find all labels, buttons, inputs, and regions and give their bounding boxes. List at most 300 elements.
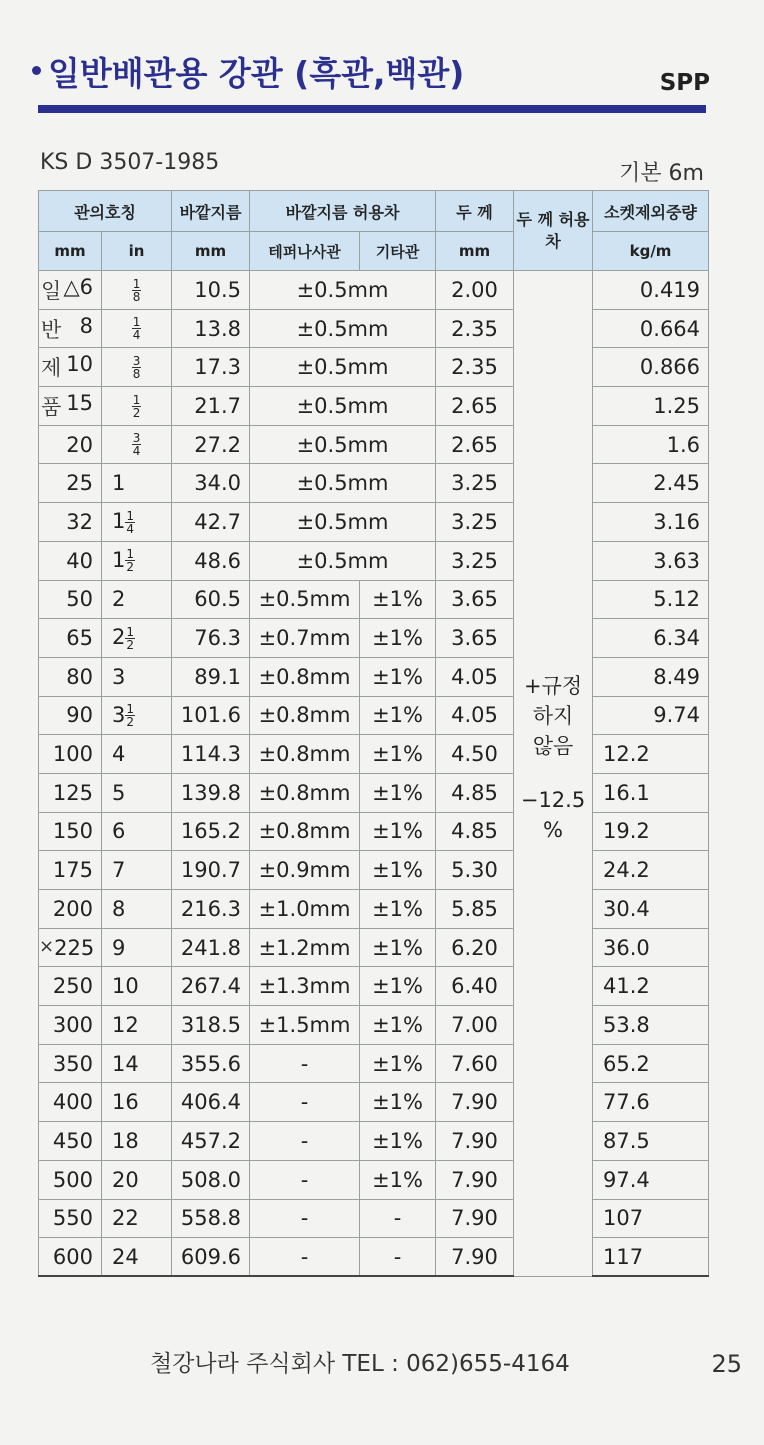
cell-thickness-tolerance	[514, 271, 593, 1277]
thickness-tol-minus: −12.5	[520, 788, 586, 812]
table-row	[39, 657, 709, 696]
header-nominal-mm: mm	[39, 232, 102, 271]
cell-outer-diameter: 42.7	[172, 503, 250, 542]
fraction-denominator: 2	[126, 560, 135, 575]
cell-nominal-mm	[39, 1044, 102, 1083]
cell-outer-diameter: 101.6	[172, 696, 250, 735]
standard-label: KS D 3507-1985	[40, 150, 220, 175]
spec-table-body	[39, 271, 709, 1277]
inch-whole: 1	[112, 547, 126, 572]
cell-thickness: 2.35	[436, 348, 514, 387]
cell-od-tolerance: ±0.5mm	[250, 425, 436, 464]
cell-nominal-mm	[39, 309, 102, 348]
cell-nominal-mm	[39, 1006, 102, 1045]
cell-nominal-mm	[39, 696, 102, 735]
side-label: 제	[41, 356, 62, 381]
cell-nominal-in	[102, 657, 172, 696]
table-row	[39, 1199, 709, 1238]
thickness-tol-line2: 하지	[532, 704, 574, 728]
cell-weight: 117	[593, 1238, 709, 1277]
inch-whole: 16	[112, 1090, 139, 1115]
cell-nominal-in	[102, 851, 172, 890]
fraction-denominator: 2	[132, 405, 141, 420]
cell-weight: 2.45	[593, 464, 709, 503]
table-row	[39, 387, 709, 426]
cell-outer-diameter: 76.3	[172, 619, 250, 658]
cell-thickness: 6.20	[436, 928, 514, 967]
cell-nominal-mm	[39, 387, 102, 426]
nominal-mm-value: △6	[63, 274, 93, 299]
fraction-numerator: 1	[132, 392, 141, 407]
inch-whole: 24	[112, 1244, 139, 1269]
cell-nominal-in	[102, 1044, 172, 1083]
cell-nominal-mm	[39, 928, 102, 967]
cell-thickness: 3.25	[436, 503, 514, 542]
inch-whole: 6	[112, 819, 126, 844]
cell-outer-diameter: 190.7	[172, 851, 250, 890]
table-row	[39, 928, 709, 967]
header-thickness-tol-text: 두 께 허용차	[516, 209, 590, 251]
cell-nominal-in	[102, 735, 172, 774]
cell-thickness: 4.85	[436, 773, 514, 812]
cell-od-tolerance-taper: ±1.2mm	[250, 928, 360, 967]
bullet-icon	[32, 66, 41, 75]
cell-thickness: 5.30	[436, 851, 514, 890]
cell-od-tolerance-other: ±1%	[360, 1083, 436, 1122]
cell-nominal-in	[102, 1238, 172, 1277]
cell-nominal-in	[102, 464, 172, 503]
table-row	[39, 696, 709, 735]
title-rule	[38, 105, 706, 113]
cell-thickness: 2.00	[436, 271, 514, 310]
cell-nominal-in	[102, 967, 172, 1006]
cell-od-tolerance-taper: ±0.8mm	[250, 773, 360, 812]
nominal-mm-value: 225	[54, 935, 95, 960]
table-row	[39, 890, 709, 929]
cell-od-tolerance-other: ±1%	[360, 735, 436, 774]
cell-weight: 107	[593, 1199, 709, 1238]
cell-thickness: 7.90	[436, 1238, 514, 1277]
row-marker: ×	[39, 935, 55, 957]
cell-nominal-mm	[39, 890, 102, 929]
cell-od-tolerance-taper: -	[250, 1122, 360, 1161]
inch-fraction	[132, 278, 142, 303]
cell-nominal-in	[102, 541, 172, 580]
cell-thickness: 7.90	[436, 1199, 514, 1238]
cell-weight: 77.6	[593, 1083, 709, 1122]
inch-fraction	[132, 432, 142, 457]
cell-thickness: 4.05	[436, 657, 514, 696]
table-row	[39, 735, 709, 774]
cell-od-tolerance-taper: -	[250, 1199, 360, 1238]
cell-thickness: 4.50	[436, 735, 514, 774]
inch-fraction	[125, 703, 135, 728]
cell-thickness: 3.25	[436, 464, 514, 503]
cell-thickness: 7.90	[436, 1083, 514, 1122]
cell-od-tolerance-other: ±1%	[360, 1044, 436, 1083]
nominal-mm-value: 65	[66, 626, 93, 651]
cell-od-tolerance-other: ±1%	[360, 580, 436, 619]
base-length: 기본 6m	[619, 161, 704, 186]
cell-nominal-mm	[39, 812, 102, 851]
table-row	[39, 503, 709, 542]
cell-outer-diameter: 406.4	[172, 1083, 250, 1122]
cell-weight: 53.8	[593, 1006, 709, 1045]
cell-od-tolerance-other: -	[360, 1238, 436, 1277]
table-row	[39, 851, 709, 890]
inch-whole: 8	[112, 896, 126, 921]
nominal-mm-value: 200	[52, 896, 93, 921]
inch-fraction	[125, 510, 135, 535]
nominal-mm-value: 10	[66, 352, 93, 377]
inch-whole: 7	[112, 858, 126, 883]
cell-outer-diameter: 34.0	[172, 464, 250, 503]
nominal-mm-value: 550	[52, 1206, 93, 1231]
inch-whole: 1	[112, 471, 126, 496]
cell-nominal-in	[102, 812, 172, 851]
inch-whole: 12	[112, 1012, 139, 1037]
nominal-mm-value: 15	[66, 390, 93, 415]
cell-outer-diameter: 318.5	[172, 1006, 250, 1045]
header-nominal-in: in	[102, 232, 172, 271]
cell-nominal-in	[102, 1006, 172, 1045]
fraction-denominator: 4	[126, 521, 135, 536]
header-od-tol-other: 기타관	[360, 232, 436, 271]
table-row	[39, 271, 709, 310]
cell-nominal-mm	[39, 348, 102, 387]
spec-table	[38, 190, 709, 1277]
cell-weight: 1.6	[593, 425, 709, 464]
cell-thickness: 2.65	[436, 425, 514, 464]
inch-whole: 2	[112, 625, 126, 650]
header-nominal: 관의호칭	[39, 191, 172, 232]
cell-thickness: 7.60	[436, 1044, 514, 1083]
cell-outer-diameter: 89.1	[172, 657, 250, 696]
fraction-denominator: 4	[132, 444, 141, 459]
nominal-mm-value: 300	[52, 1012, 93, 1037]
cell-thickness: 7.90	[436, 1160, 514, 1199]
inch-whole: 2	[112, 587, 126, 612]
cell-outer-diameter: 21.7	[172, 387, 250, 426]
cell-weight: 24.2	[593, 851, 709, 890]
cell-nominal-mm	[39, 1122, 102, 1161]
cell-thickness: 4.85	[436, 812, 514, 851]
inch-whole: 20	[112, 1167, 139, 1192]
cell-od-tolerance-other: ±1%	[360, 696, 436, 735]
cell-outer-diameter: 241.8	[172, 928, 250, 967]
cell-nominal-mm	[39, 1160, 102, 1199]
cell-od-tolerance: ±0.5mm	[250, 464, 436, 503]
thickness-tol-line3: 않음	[532, 734, 574, 758]
cell-weight: 19.2	[593, 812, 709, 851]
cell-nominal-in	[102, 387, 172, 426]
fraction-numerator: 1	[126, 508, 135, 523]
title-row	[30, 48, 720, 108]
cell-outer-diameter: 48.6	[172, 541, 250, 580]
cell-od-tolerance-other: ±1%	[360, 773, 436, 812]
cell-outer-diameter: 355.6	[172, 1044, 250, 1083]
footer-company: 철강나라 주식회사 TEL : 062)655-4164	[150, 1351, 570, 1377]
nominal-mm-value: 350	[52, 1051, 93, 1076]
page-title: 일반배관용 강관 (흑관,백관)	[48, 54, 465, 93]
nominal-mm-value: 150	[52, 819, 93, 844]
cell-nominal-in	[102, 1122, 172, 1161]
table-row	[39, 348, 709, 387]
nominal-mm-value: 20	[66, 432, 93, 457]
header-weight: 소켓제외중량	[593, 191, 709, 232]
nominal-mm-value: 40	[66, 548, 93, 573]
cell-thickness: 2.65	[436, 387, 514, 426]
cell-od-tolerance-other: -	[360, 1199, 436, 1238]
cell-nominal-mm	[39, 541, 102, 580]
cell-nominal-in	[102, 890, 172, 929]
cell-od-tolerance-taper: -	[250, 1044, 360, 1083]
thickness-tol-spacer	[514, 761, 592, 785]
fraction-denominator: 2	[126, 715, 135, 730]
header-od-tol: 바깥지름 허용차	[250, 191, 436, 232]
side-label: 일	[41, 278, 62, 303]
cell-outer-diameter: 27.2	[172, 425, 250, 464]
cell-weight: 3.63	[593, 541, 709, 580]
cell-od-tolerance-other: ±1%	[360, 1160, 436, 1199]
nominal-mm-value: 125	[52, 780, 93, 805]
table-row	[39, 1160, 709, 1199]
cell-od-tolerance-other: ±1%	[360, 657, 436, 696]
thickness-tol-pct: %	[543, 818, 564, 842]
inch-whole: 18	[112, 1128, 139, 1153]
inch-whole: 9	[112, 935, 126, 960]
cell-od-tolerance: ±0.5mm	[250, 541, 436, 580]
cell-nominal-mm	[39, 619, 102, 658]
cell-od-tolerance-taper: ±0.8mm	[250, 657, 360, 696]
cell-weight: 16.1	[593, 773, 709, 812]
cell-od-tolerance-taper: ±1.0mm	[250, 890, 360, 929]
cell-weight: 8.49	[593, 657, 709, 696]
header-thickness-tol	[514, 191, 593, 271]
inch-whole: 3	[112, 702, 126, 727]
header-od-unit: mm	[172, 232, 250, 271]
nominal-mm-value: 100	[52, 742, 93, 767]
cell-weight: 6.34	[593, 619, 709, 658]
cell-weight: 1.25	[593, 387, 709, 426]
table-row	[39, 967, 709, 1006]
cell-nominal-mm	[39, 425, 102, 464]
cell-weight: 9.74	[593, 696, 709, 735]
cell-outer-diameter: 10.5	[172, 271, 250, 310]
cell-od-tolerance-taper: -	[250, 1083, 360, 1122]
table-row	[39, 619, 709, 658]
cell-nominal-in	[102, 928, 172, 967]
cell-outer-diameter: 60.5	[172, 580, 250, 619]
cell-outer-diameter: 139.8	[172, 773, 250, 812]
inch-whole: 14	[112, 1051, 139, 1076]
fraction-denominator: 8	[132, 289, 141, 304]
cell-thickness: 5.85	[436, 890, 514, 929]
cell-od-tolerance-taper: ±0.8mm	[250, 735, 360, 774]
cell-od-tolerance-taper: -	[250, 1238, 360, 1277]
cell-weight: 0.866	[593, 348, 709, 387]
nominal-mm-value: 50	[66, 587, 93, 612]
fraction-numerator: 1	[132, 315, 141, 330]
cell-nominal-mm	[39, 464, 102, 503]
cell-od-tolerance: ±0.5mm	[250, 309, 436, 348]
cell-outer-diameter: 114.3	[172, 735, 250, 774]
cell-od-tolerance-other: ±1%	[360, 851, 436, 890]
header-weight-unit: kg/m	[593, 232, 709, 271]
nominal-mm-value: 25	[66, 471, 93, 496]
table-row	[39, 812, 709, 851]
cell-nominal-mm	[39, 967, 102, 1006]
cell-outer-diameter: 609.6	[172, 1238, 250, 1277]
nominal-mm-value: 8	[79, 313, 93, 338]
cell-weight: 97.4	[593, 1160, 709, 1199]
cell-od-tolerance: ±0.5mm	[250, 348, 436, 387]
table-row	[39, 309, 709, 348]
nominal-mm-value: 250	[52, 974, 93, 999]
cell-weight: 30.4	[593, 890, 709, 929]
inch-whole: 3	[112, 664, 126, 689]
cell-outer-diameter: 165.2	[172, 812, 250, 851]
cell-nominal-mm	[39, 1083, 102, 1122]
cell-od-tolerance-other: ±1%	[360, 890, 436, 929]
table-row	[39, 1238, 709, 1277]
inch-whole: 10	[112, 974, 139, 999]
header-thickness-unit: mm	[436, 232, 514, 271]
inch-fraction	[125, 626, 135, 651]
cell-nominal-in	[102, 271, 172, 310]
cell-outer-diameter: 13.8	[172, 309, 250, 348]
cell-outer-diameter: 457.2	[172, 1122, 250, 1161]
cell-od-tolerance-taper: ±0.8mm	[250, 812, 360, 851]
inch-whole: 22	[112, 1206, 139, 1231]
table-row	[39, 541, 709, 580]
cell-od-tolerance-other: ±1%	[360, 967, 436, 1006]
fraction-numerator: 1	[126, 547, 135, 562]
cell-nominal-in	[102, 1083, 172, 1122]
cell-nominal-mm	[39, 1238, 102, 1277]
cell-thickness: 2.35	[436, 309, 514, 348]
table-row	[39, 1083, 709, 1122]
inch-whole: 5	[112, 780, 126, 805]
fraction-numerator: 1	[126, 702, 135, 717]
cell-thickness: 6.40	[436, 967, 514, 1006]
nominal-mm-value: 32	[66, 509, 93, 534]
inch-fraction	[132, 394, 142, 419]
fraction-denominator: 4	[132, 328, 141, 343]
fraction-numerator: 3	[132, 353, 141, 368]
cell-nominal-mm	[39, 1199, 102, 1238]
cell-od-tolerance-taper: ±0.9mm	[250, 851, 360, 890]
cell-od-tolerance: ±0.5mm	[250, 387, 436, 426]
cell-thickness: 7.00	[436, 1006, 514, 1045]
cell-od-tolerance-taper: ±1.5mm	[250, 1006, 360, 1045]
nominal-mm-value: 500	[52, 1167, 93, 1192]
cell-weight: 5.12	[593, 580, 709, 619]
cell-nominal-mm	[39, 580, 102, 619]
cell-nominal-in	[102, 1160, 172, 1199]
cell-thickness: 3.25	[436, 541, 514, 580]
inch-fraction	[132, 355, 142, 380]
fraction-numerator: 1	[126, 624, 135, 639]
cell-nominal-mm	[39, 503, 102, 542]
cell-outer-diameter: 508.0	[172, 1160, 250, 1199]
cell-nominal-in	[102, 773, 172, 812]
cell-od-tolerance-other: ±1%	[360, 619, 436, 658]
cell-nominal-in	[102, 309, 172, 348]
cell-nominal-in	[102, 619, 172, 658]
header-od-tol-taper: 테퍼나사관	[250, 232, 360, 271]
cell-nominal-mm	[39, 657, 102, 696]
cell-od-tolerance-taper: ±0.7mm	[250, 619, 360, 658]
cell-weight: 87.5	[593, 1122, 709, 1161]
page-number: 25	[711, 1350, 742, 1378]
thickness-tol-plus: +규정	[523, 674, 583, 698]
cell-od-tolerance-taper: ±1.3mm	[250, 967, 360, 1006]
cell-od-tolerance-other: ±1%	[360, 1122, 436, 1161]
fraction-denominator: 2	[126, 637, 135, 652]
cell-weight: 0.419	[593, 271, 709, 310]
cell-nominal-mm	[39, 271, 102, 310]
cell-nominal-mm	[39, 735, 102, 774]
table-row	[39, 773, 709, 812]
cell-od-tolerance-other: ±1%	[360, 928, 436, 967]
table-row	[39, 1122, 709, 1161]
header-od: 바깥지름	[172, 191, 250, 232]
cell-weight: 0.664	[593, 309, 709, 348]
cell-od-tolerance-taper: -	[250, 1160, 360, 1199]
inch-whole: 1	[112, 509, 126, 534]
cell-thickness: 4.05	[436, 696, 514, 735]
fraction-numerator: 1	[132, 276, 141, 291]
cell-od-tolerance-taper: ±0.5mm	[250, 580, 360, 619]
cell-weight: 36.0	[593, 928, 709, 967]
nominal-mm-value: 400	[52, 1090, 93, 1115]
table-row	[39, 1006, 709, 1045]
inch-fraction	[132, 316, 142, 341]
cell-od-tolerance: ±0.5mm	[250, 503, 436, 542]
spec-code: SPP	[659, 70, 710, 96]
cell-weight: 3.16	[593, 503, 709, 542]
cell-thickness: 3.65	[436, 580, 514, 619]
cell-nominal-in	[102, 580, 172, 619]
cell-thickness: 7.90	[436, 1122, 514, 1161]
cell-od-tolerance-other: ±1%	[360, 812, 436, 851]
cell-nominal-in	[102, 348, 172, 387]
cell-outer-diameter: 267.4	[172, 967, 250, 1006]
side-label: 반	[41, 317, 62, 342]
cell-thickness: 3.65	[436, 619, 514, 658]
cell-weight: 65.2	[593, 1044, 709, 1083]
cell-od-tolerance-other: ±1%	[360, 1006, 436, 1045]
cell-outer-diameter: 216.3	[172, 890, 250, 929]
cell-od-tolerance-taper: ±0.8mm	[250, 696, 360, 735]
nominal-mm-value: 90	[66, 703, 93, 728]
table-row	[39, 1044, 709, 1083]
nominal-mm-value: 600	[52, 1244, 93, 1269]
nominal-mm-value: 80	[66, 664, 93, 689]
inch-whole: 4	[112, 742, 126, 767]
fraction-numerator: 3	[132, 431, 141, 446]
side-label: 품	[41, 394, 62, 419]
cell-nominal-in	[102, 425, 172, 464]
cell-nominal-mm	[39, 773, 102, 812]
cell-weight: 41.2	[593, 967, 709, 1006]
fraction-denominator: 8	[132, 366, 141, 381]
header-thickness: 두 께	[436, 191, 514, 232]
cell-nominal-in	[102, 696, 172, 735]
nominal-mm-value: 450	[52, 1128, 93, 1153]
cell-od-tolerance: ±0.5mm	[250, 271, 436, 310]
